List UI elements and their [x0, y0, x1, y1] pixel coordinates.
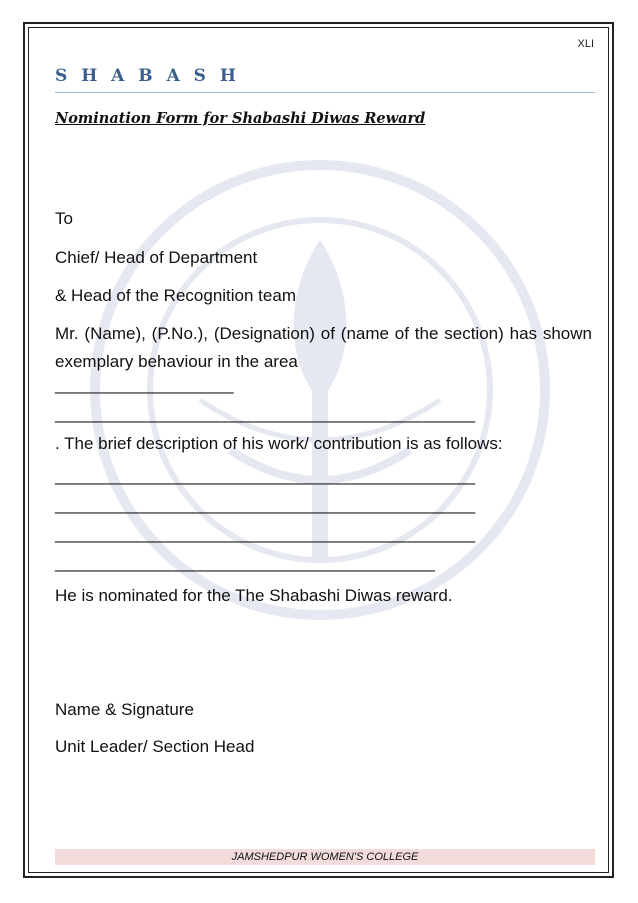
blank-line-4: _______________________________________________	[55, 553, 434, 572]
signature-role: Unit Leader/ Section Head	[55, 737, 255, 756]
salutation: To	[55, 209, 73, 228]
description-lead: . The brief description of his work/ contribution is as follows:	[55, 434, 503, 453]
blank-area-short: ______________________	[55, 375, 233, 394]
blank-area-long: ____________________________________________________	[55, 404, 474, 423]
addressee-line-2: & Head of the Recognition team	[55, 286, 296, 305]
blank-line-1: ____________________________________________________	[55, 466, 474, 485]
body-paragraph: Mr. (Name), (P.No.), (Designation) of (name of the section) has shown exemplary behaviour in the area	[55, 324, 592, 371]
blank-line-2: ____________________________________________________	[55, 495, 474, 514]
blank-line-3: ____________________________________________________	[55, 524, 474, 543]
nomination-statement: He is nominated for the The Shabashi Diwas reward.	[55, 586, 453, 605]
addressee-line-1: Chief/ Head of Department	[55, 248, 258, 267]
form-subtitle: Nomination Form for Shabashi Diwas Reward	[55, 110, 426, 127]
page-title: S H A B A S H	[55, 66, 595, 93]
page-number: XLI	[577, 38, 594, 50]
signature-label: Name & Signature	[55, 700, 194, 719]
footer-college-name: JAMSHEDPUR WOMEN'S COLLEGE	[55, 849, 595, 865]
